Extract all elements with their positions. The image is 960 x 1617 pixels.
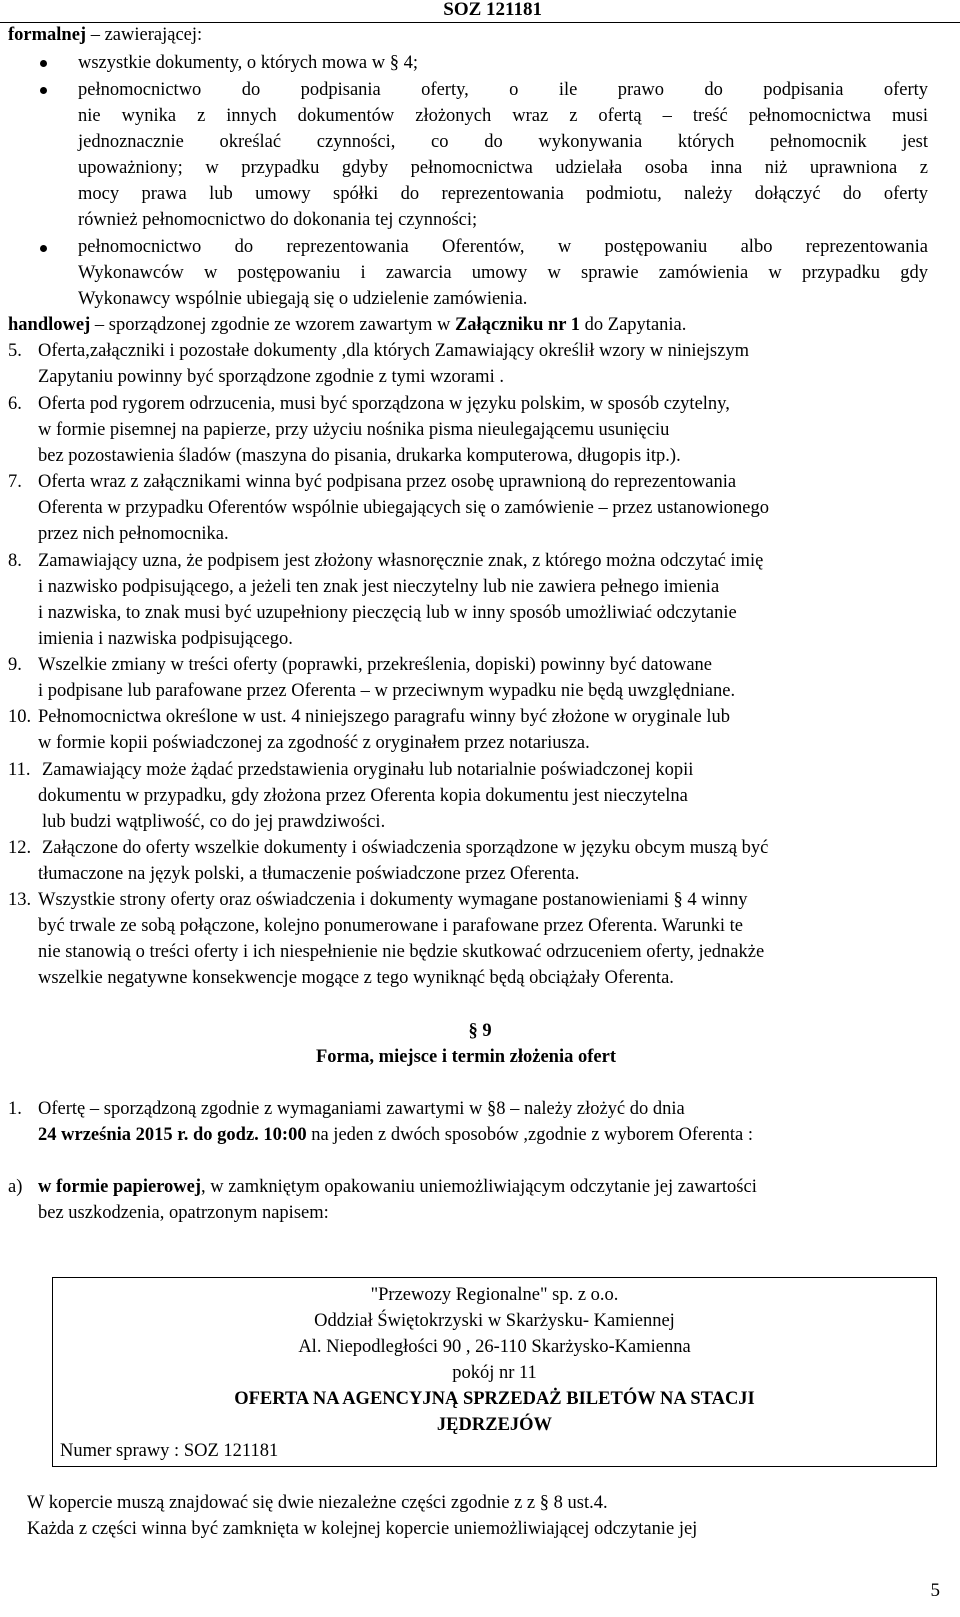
item-line: w formie papierowej, w zamkniętym opakowaniu uniemożliwiającym odczytanie jej zawartości: [38, 1177, 757, 1197]
bullet-line: upoważniony; w przypadku gdyby pełnomocnictwa udzielała osoba inna niż uprawniona z: [78, 158, 928, 178]
item-line: Oferta,załączniki i pozostałe dokumenty ,dla których Zamawiający określił wzory w niniejszym: [38, 341, 749, 361]
item-line: Zamawiający uzna, że podpisem jest złożony własnoręcznie znak, z którego można odczytać imię: [38, 551, 764, 571]
item-line: Zapytaniu powinny być sporządzone zgodnie z tymi wzorami .: [38, 367, 504, 387]
item-number: 1.: [8, 1099, 22, 1119]
envelope-line: Al. Niepodległości 90 , 26-110 Skarżysko-Kamienna: [298, 1337, 691, 1357]
item-number: 11.: [8, 760, 31, 780]
item-line: dokumentu w przypadku, gdy złożona przez Oferenta kopia dokumentu jest nieczytelna: [38, 786, 688, 806]
bullet-line: jednoznacznie określać czynności, co do wykonywania których pełnomocnik jest: [78, 132, 928, 152]
section-number: § 9: [468, 1021, 492, 1041]
item-number: 5.: [8, 341, 22, 361]
envelope-title: JĘDRZEJÓW: [436, 1415, 553, 1435]
item-line: Oferenta w przypadku Oferentów wspólnie ubiegających się o zamówienie – przez ustanowionego: [38, 498, 769, 518]
envelope-title: OFERTA NA AGENCYJNĄ SPRZEDAŻ BILETÓW NA STACJI: [234, 1389, 755, 1409]
item-line: Pełnomocnictwa określone w ust. 4 niniejszego paragrafu winny być złożone w oryginale lub: [38, 707, 731, 727]
bullet-line: pełnomocnictwo do podpisania oferty, o ile prawo do podpisania oferty: [78, 80, 928, 100]
item-line: Wszystkie strony oferty oraz oświadczenia i dokumenty wymagane postanowieniami § 4 winny: [38, 890, 748, 910]
item-number: 10.: [8, 707, 32, 727]
page-header: [0, 0, 960, 23]
item-line: w formie kopii poświadczonej za zgodność z oryginałem przez notariusza.: [38, 733, 590, 753]
item-number: 12.: [8, 838, 32, 858]
case-number: Numer sprawy : SOZ 121181: [60, 1441, 279, 1461]
item-line: bez uszkodzenia, opatrzonym napisem:: [38, 1203, 329, 1223]
item-line: wszelkie negatywne konsekwencje mogące z tego wyniknąć będą obciążały Oferenta.: [38, 968, 674, 988]
bullet-line: Wykonawców w postępowaniu i zawarcia umowy w sprawie zamówienia w przypadku gdy: [78, 263, 928, 283]
handlowej-line: handlowej – sporządzonej zgodnie ze wzorem zawartym w Załączniku nr 1 do Zapytania.: [8, 315, 687, 335]
item-line: i nazwisko podpisującego, a jeżeli ten znak jest nieczytelny lub nie zawiera pełnego imienia: [38, 577, 720, 597]
item-line: i nazwiska, to znak musi być uzupełniony pieczęcią lub w inny sposób umożliwiać odczytanie: [38, 603, 737, 623]
bullet-icon: [40, 87, 47, 94]
doc-reference: SOZ 121181: [443, 0, 542, 20]
bullet-line: nie wynika z innych dokumentów złożonych wraz z ofertą – treść pełnomocnictwa musi: [78, 106, 928, 126]
item-line: Wszelkie zmiany w treści oferty (poprawki, przekreślenia, dopiski) powinny być datowane: [38, 655, 712, 675]
item-number: 9.: [8, 655, 22, 675]
item-number: 6.: [8, 394, 22, 414]
item-line: przez nich pełnomocnika.: [38, 524, 229, 544]
formal-heading: formalnej – zawierającej:: [8, 25, 203, 45]
item-line: Zamawiający może żądać przedstawienia oryginału lub notarialnie poświadczonej kopii: [42, 760, 694, 780]
item-line: Oferta wraz z załącznikami winna być podpisana przez osobę uprawnioną do reprezentowania: [38, 472, 737, 492]
body-line: Każda z części winna być zamknięta w kolejnej kopercie uniemożliwiającej odczytanie jej: [27, 1519, 698, 1539]
item-line: i podpisane lub parafowane przez Oferenta – w przeciwnym wypadku nie będą uwzględniane.: [38, 681, 736, 701]
body-line: W kopercie muszą znajdować się dwie niezależne części zgodnie z z § 8 ust.4.: [27, 1493, 608, 1513]
item-line: Załączone do oferty wszelkie dokumenty i oświadczenia sporządzone w języku obcym muszą być: [42, 838, 769, 858]
item-line: w formie pisemnej na papierze, przy użyciu nośnika pisma nieulegającemu usunięciu: [38, 420, 670, 440]
bullet-line: Wykonawcy wspólnie ubiegają się o udzielenie zamówienia.: [78, 289, 528, 309]
envelope-line: Oddział Świętokrzyski w Skarżysku- Kamiennej: [314, 1311, 675, 1331]
deadline-line: 24 września 2015 r. do godz. 10:00 na jeden z dwóch sposobów ,zgodnie z wyborem Oferenta :: [38, 1125, 754, 1145]
envelope-line: "Przewozy Regionalne" sp. z o.o.: [370, 1285, 619, 1305]
section-title: Forma, miejsce i termin złożenia ofert: [316, 1047, 616, 1067]
item-number: 7.: [8, 472, 22, 492]
item-line: bez pozostawienia śladów (maszyna do pisania, drukarka komputerowa, długopis itp.).: [38, 446, 681, 466]
item-line: imienia i nazwiska podpisującego.: [38, 629, 293, 649]
bullet-line: mocy prawa lub umowy spółki do reprezentowania podmiotu, należy dołączyć do oferty: [78, 184, 928, 204]
item-line: Ofertę – sporządzoną zgodnie z wymaganiami zawartymi w §8 – należy złożyć do dnia: [38, 1099, 685, 1119]
envelope-line: pokój nr 11: [452, 1363, 537, 1383]
item-line: lub budzi wątpliwość, co do jej prawdziwości.: [42, 812, 386, 832]
item-letter: a): [8, 1177, 23, 1197]
item-line: być trwale ze sobą połączone, kolejno ponumerowane i parafowane przez Oferenta. Warunki te: [38, 916, 743, 936]
bullet-line: wszystkie dokumenty, o których mowa w § 4;: [78, 53, 418, 73]
item-line: Oferta pod rygorem odrzucenia, musi być sporządzona w języku polskim, w sposób czytelny,: [38, 394, 730, 414]
bullet-icon: [40, 60, 47, 67]
bullet-line: również pełnomocnictwo do dokonania tej czynności;: [78, 210, 478, 230]
item-number: 8.: [8, 551, 22, 571]
item-line: tłumaczone na język polski, a tłumaczenie poświadczone przez Oferenta.: [38, 864, 580, 884]
bullet-icon: [40, 245, 47, 252]
item-line: nie stanowią o treści oferty i ich niespełnienie nie będzie skutkować odrzuceniem oferty, jednakże: [38, 942, 765, 962]
item-number: 13.: [8, 890, 32, 910]
bullet-line: pełnomocnictwo do reprezentowania Oferentów, w postępowaniu albo reprezentowania: [78, 237, 928, 257]
page-number: 5: [930, 1580, 940, 1601]
